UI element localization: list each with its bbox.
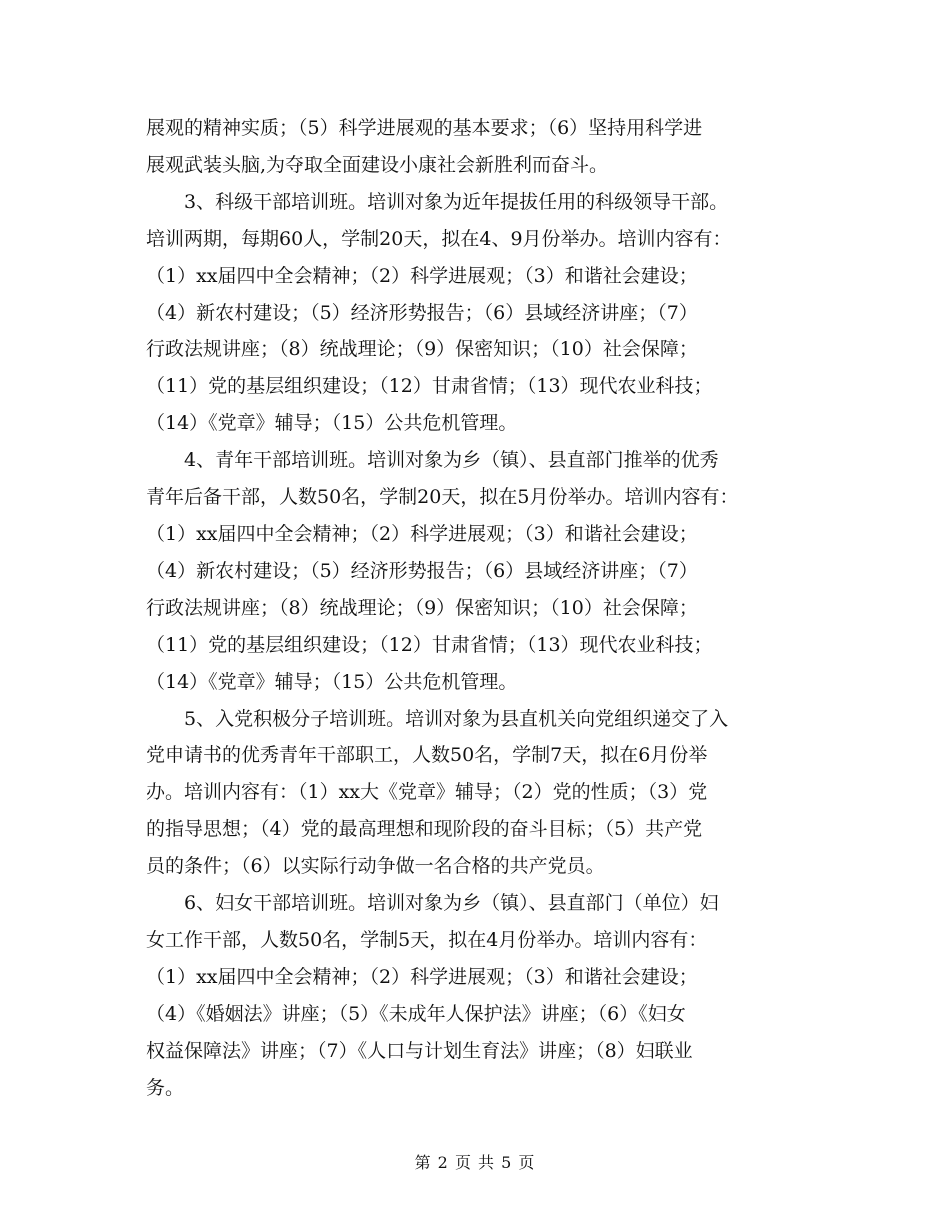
text-line: （1）xx届四中全会精神；（2）科学进展观；（3）和谐社会建设；	[146, 965, 698, 988]
text-line: （1）xx届四中全会精神；（2）科学进展观；（3）和谐社会建设；	[146, 522, 698, 545]
text-line: （4）《婚姻法》讲座；（5）《未成年人保护法》讲座；（6）《妇女	[146, 1002, 686, 1025]
page-footer: 第 2 页 共 5 页	[414, 1153, 536, 1172]
document-body	[146, 110, 826, 1106]
paragraph-continuation	[146, 110, 826, 184]
text-line: 员的条件；（6）以实际行动争做一名合格的共产党员。	[146, 855, 605, 878]
text-line: 展观武装头脑,为夺取全面建设小康社会新胜利而奋斗。	[146, 153, 609, 176]
text-line: 行政法规讲座；（8）统战理论；（9）保密知识；（10）社会保障；	[146, 338, 698, 361]
paragraph-section-6	[146, 885, 826, 1106]
text-line: （1）xx届四中全会精神；（2）科学进展观；（3）和谐社会建设；	[146, 264, 698, 287]
paragraph-section-5	[146, 701, 826, 886]
text-line: 3、科级干部培训班。培训对象为近年提拔任用的科级领导干部。	[184, 190, 729, 213]
text-line: 4、青年干部培训班。培训对象为乡（镇）、县直部门推举的优秀	[184, 449, 719, 472]
text-line: （4）新农村建设；（5）经济形势报告；（6）县域经济讲座；（7）	[146, 559, 698, 582]
text-line: 展观的精神实质；（5）科学进展观的基本要求；（6）坚持用科学进	[146, 117, 703, 139]
text-line: （14）《党章》辅导；（15）公共危机管理。	[146, 670, 518, 693]
text-line: 女工作干部，人数50名，学制5天，拟在4月份举办。培训内容有：	[146, 928, 708, 951]
text-line: （11）党的基层组织建设；（12）甘肃省情；（13）现代农业科技；	[146, 633, 713, 656]
text-line: 党申请书的优秀青年干部职工，人数50名，学制7天，拟在6月份举	[146, 744, 708, 767]
text-line: 5、入党积极分子培训班。培训对象为县直机关向党组织递交了入	[184, 707, 729, 730]
text-line: 权益保障法》讲座；（7）《人口与计划生育法》讲座；（8）妇联业	[146, 1039, 693, 1062]
text-line: （4）新农村建设；（5）经济形势报告；（6）县域经济讲座；（7）	[146, 301, 698, 324]
text-line: 务。	[146, 1076, 185, 1099]
text-line: （14）《党章》辅导；（15）公共危机管理。	[146, 412, 518, 435]
text-line: 行政法规讲座；（8）统战理论；（9）保密知识；（10）社会保障；	[146, 596, 698, 619]
text-line: 的指导思想；（4）党的最高理想和现阶段的奋斗目标；（5）共产党	[146, 818, 703, 841]
paragraph-section-3	[146, 184, 826, 442]
text-line: 培训两期，每期60人，学制20天，拟在4、9月份举办。培训内容有：	[146, 227, 732, 250]
text-line: 青年后备干部，人数50名，学制20天，拟在5月份举办。培训内容有：	[146, 486, 739, 509]
text-line: 办。培训内容有：（1）xx大《党章》辅导；（2）党的性质；（3）党	[146, 781, 708, 804]
text-line: （11）党的基层组织建设；（12）甘肃省情；（13）现代农业科技；	[146, 375, 713, 398]
paragraph-section-4	[146, 442, 826, 700]
text-line: 6、妇女干部培训班。培训对象为乡（镇）、县直部门（单位）妇	[184, 892, 719, 915]
